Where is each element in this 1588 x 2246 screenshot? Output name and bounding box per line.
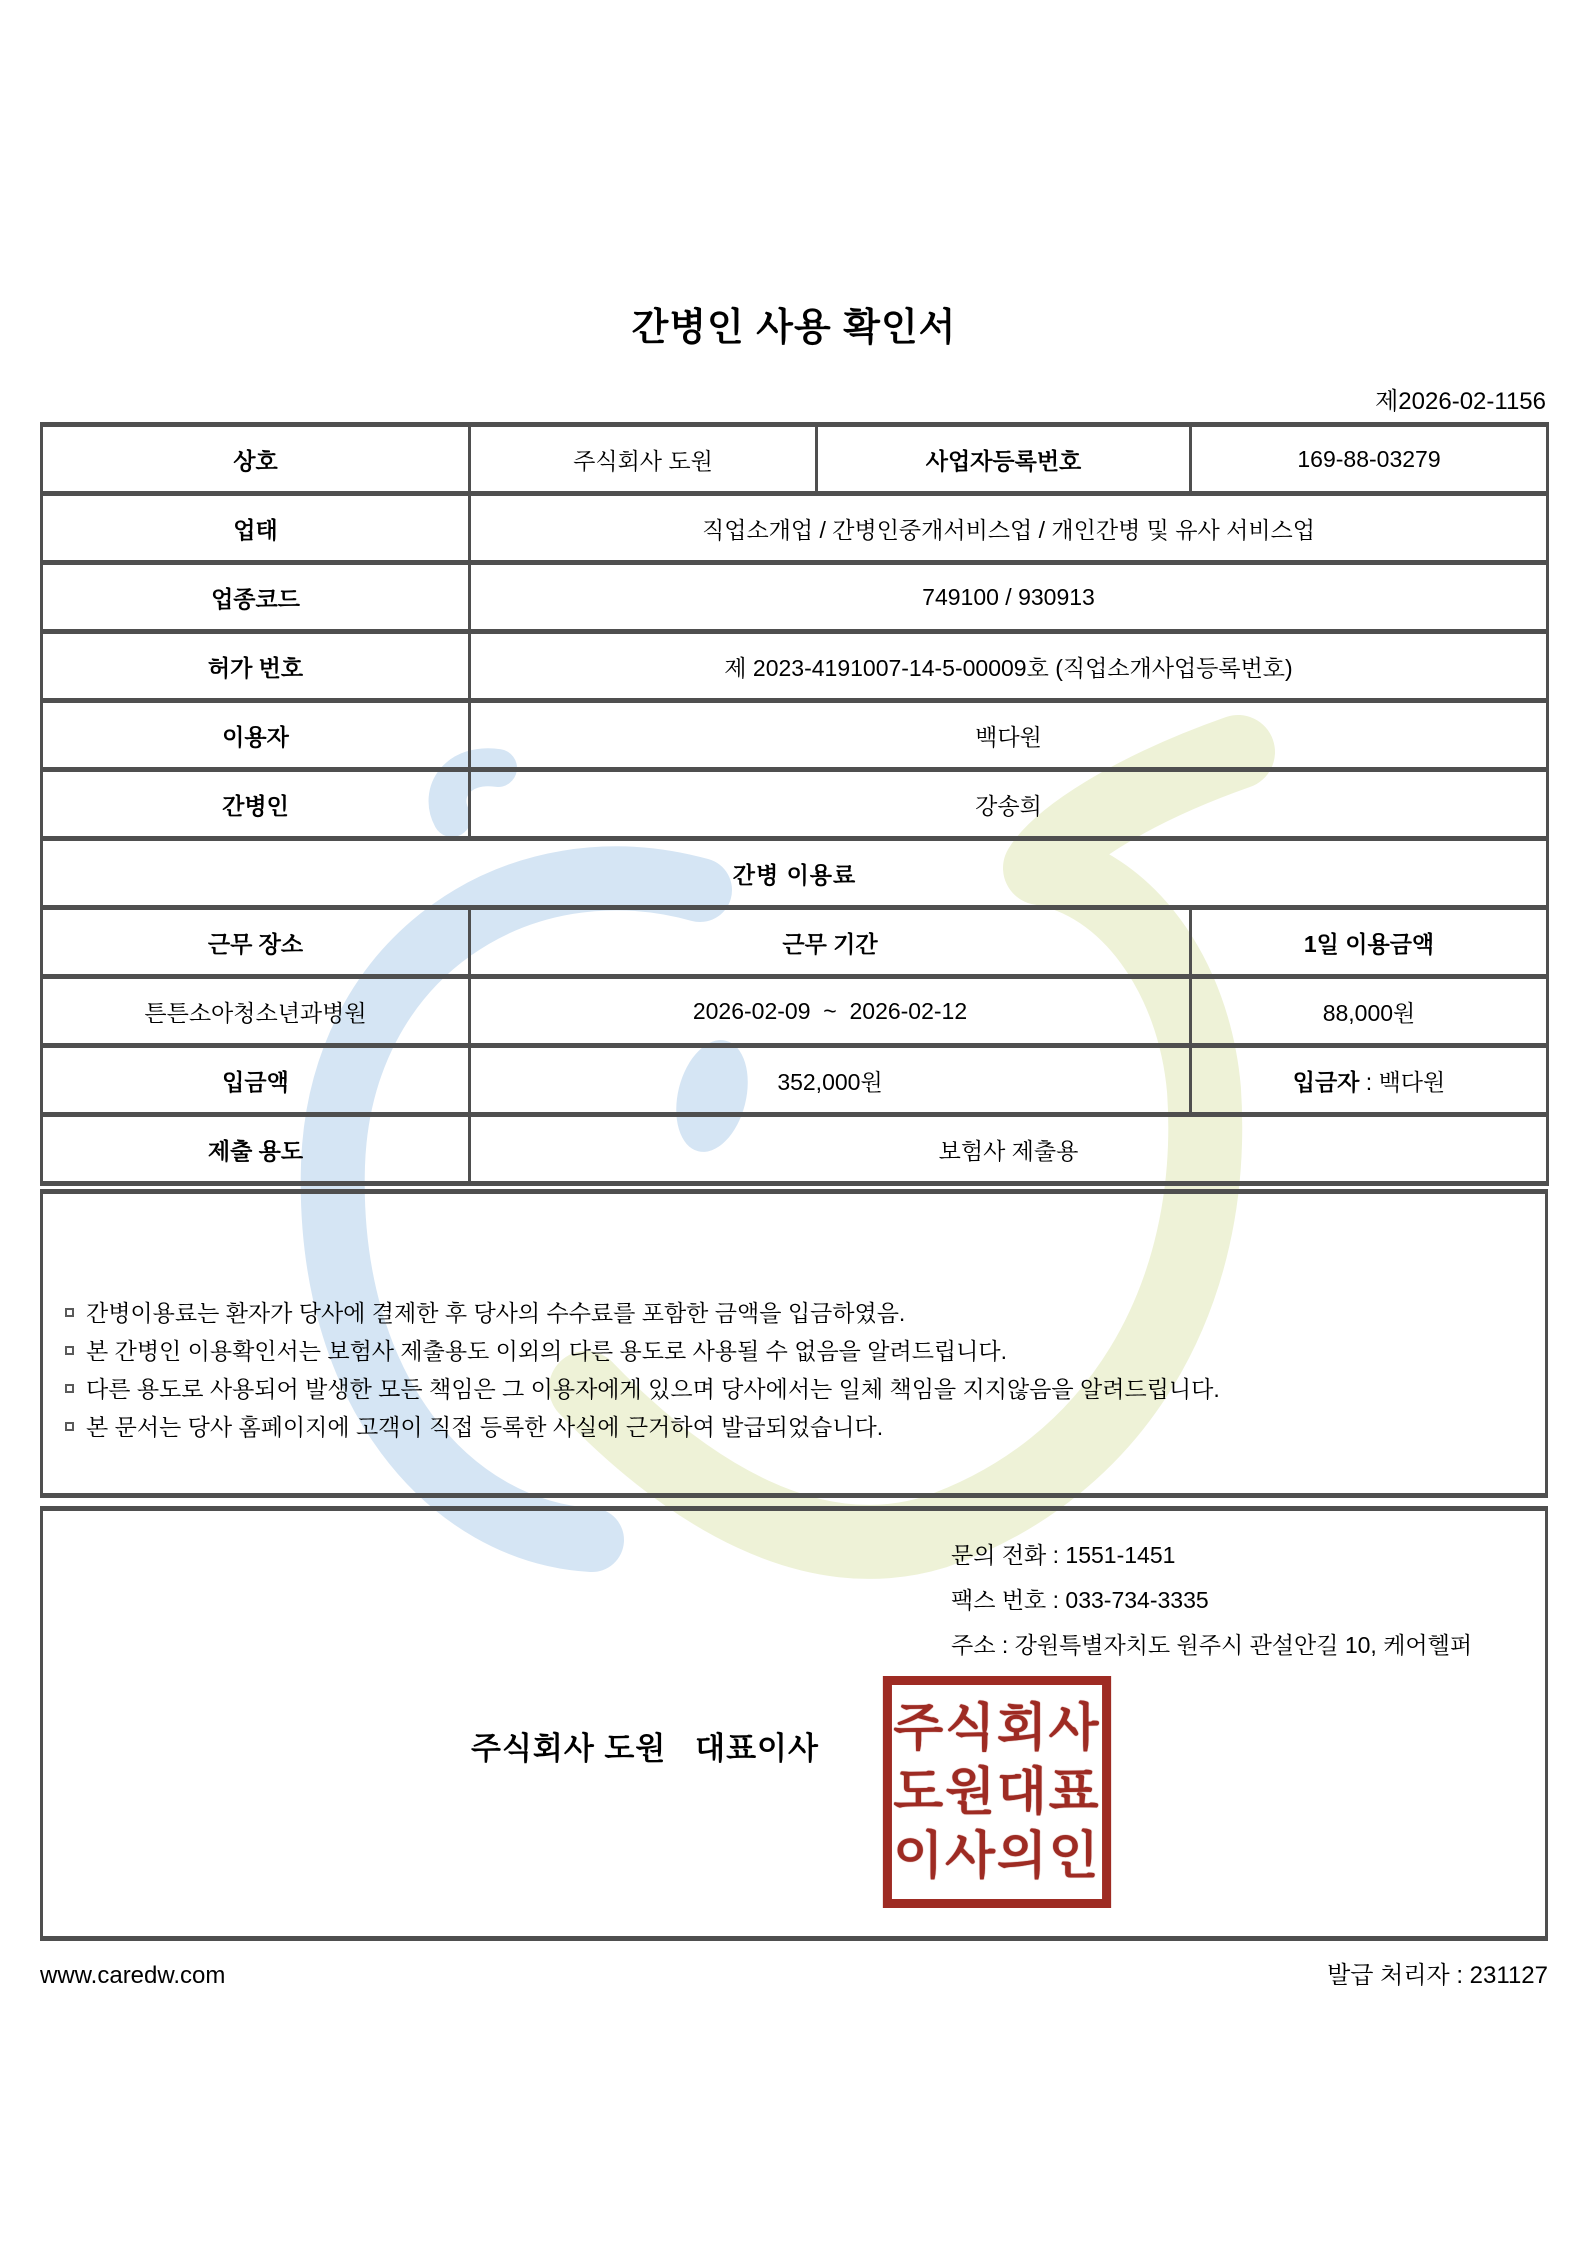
note-item [63,1408,1521,1446]
page-footer [40,1955,1548,1990]
row-caregiver [42,770,1548,839]
business-type-label: 업태 [42,494,470,563]
purpose-label: 제출 용도 [42,1115,470,1184]
depositor-cell [1191,1046,1548,1115]
seal-text-line: 도원대표 [893,1763,1101,1820]
business-type-value: 직업소개업 / 간병인중개서비스업 / 개인간병 및 유사 서비스업 [470,494,1548,563]
company-name-value: 주식회사 도원 [470,425,817,494]
daily-fee-header: 1일 이용금액 [1191,908,1548,977]
issuer-id: 발급 처리자 : 231127 [1327,1962,1548,1989]
user-label: 이용자 [42,701,470,770]
caregiver-label: 간병인 [42,770,470,839]
note-text: 본 문서는 당사 홈페이지에 고객이 직접 등록한 사실에 근거하여 발급되었습니다. [86,1414,884,1440]
deposit-amount-label: 입금액 [42,1046,470,1115]
row-deposit [42,1046,1548,1115]
deposit-amount-value: 352,000원 [470,1046,1191,1115]
row-company [42,425,1548,494]
row-industry-code [42,563,1548,632]
note-text: 본 간병인 이용확인서는 보험사 제출용도 이외의 다른 용도로 사용될 수 없음을 알려드립니다. [86,1338,1007,1364]
note-text: 간병이용료는 환자가 당사에 결제한 후 당사의 수수료를 포함한 금액을 입금하였음. [86,1300,906,1326]
note-item [63,1332,1521,1370]
company-name-label: 상호 [42,425,470,494]
company-ceo-line: 주식회사 도원 대표이사 [471,1731,819,1766]
notes-box [40,1189,1548,1498]
contact-block [951,1533,1472,1668]
square-bullet-icon [65,1308,74,1317]
row-business-type [42,494,1548,563]
square-bullet-icon [65,1384,74,1393]
depositor-label: 입금자 [1292,1068,1360,1095]
row-purpose [42,1115,1548,1184]
business-reg-value: 169-88-03279 [1191,425,1548,494]
work-place-header: 근무 장소 [42,908,470,977]
row-fee-section-title [42,839,1548,908]
work-period-header: 근무 기간 [470,908,1191,977]
seal-text-line: 이사의인 [893,1827,1101,1884]
contact-fax: 팩스 번호 : 033-734-3335 [951,1587,1209,1613]
purpose-value: 보험사 제출용 [470,1115,1548,1184]
row-permit-number [42,632,1548,701]
corporate-seal-stamp [883,1676,1111,1908]
work-place-value: 튼튼소아청소년과병원 [42,977,470,1046]
square-bullet-icon [65,1346,74,1355]
confirmation-table [40,422,1549,1186]
square-bullet-icon [65,1422,74,1431]
permit-number-label: 허가 번호 [42,632,470,701]
document-number: 제2026-02-1156 [1375,388,1546,415]
user-value: 백다원 [470,701,1548,770]
note-item [63,1370,1521,1408]
permit-number-value: 제 2023-4191007-14-5-00009호 (직업소개사업등록번호) [470,632,1548,701]
industry-code-value: 749100 / 930913 [470,563,1548,632]
row-fee-header [42,908,1548,977]
work-period-value: 2026-02-09 ~ 2026-02-12 [470,977,1191,1046]
depositor-name: : 백다원 [1359,1068,1446,1095]
website-url: www.caredw.com [40,1962,226,1989]
seal-text-line: 주식회사 [893,1699,1101,1756]
fee-section-title: 간병 이용료 [42,839,1548,908]
business-reg-label: 사업자등록번호 [817,425,1191,494]
note-item [63,1294,1521,1332]
caregiver-value: 강송희 [470,770,1548,839]
contact-address: 주소 : 강원특별자치도 원주시 관설안길 10, 케어헬퍼 [951,1632,1473,1658]
signature-box [40,1506,1548,1941]
page-title: 간병인 사용 확인서 [631,307,957,349]
daily-fee-value: 88,000원 [1191,977,1548,1046]
note-text: 다른 용도로 사용되어 발생한 모든 책임은 그 이용자에게 있으며 당사에서는 일체 책임을 지지않음을 알려드립니다. [86,1376,1220,1402]
industry-code-label: 업종코드 [42,563,470,632]
row-fee-entry [42,977,1548,1046]
contact-phone: 문의 전화 : 1551-1451 [951,1542,1176,1568]
row-user [42,701,1548,770]
